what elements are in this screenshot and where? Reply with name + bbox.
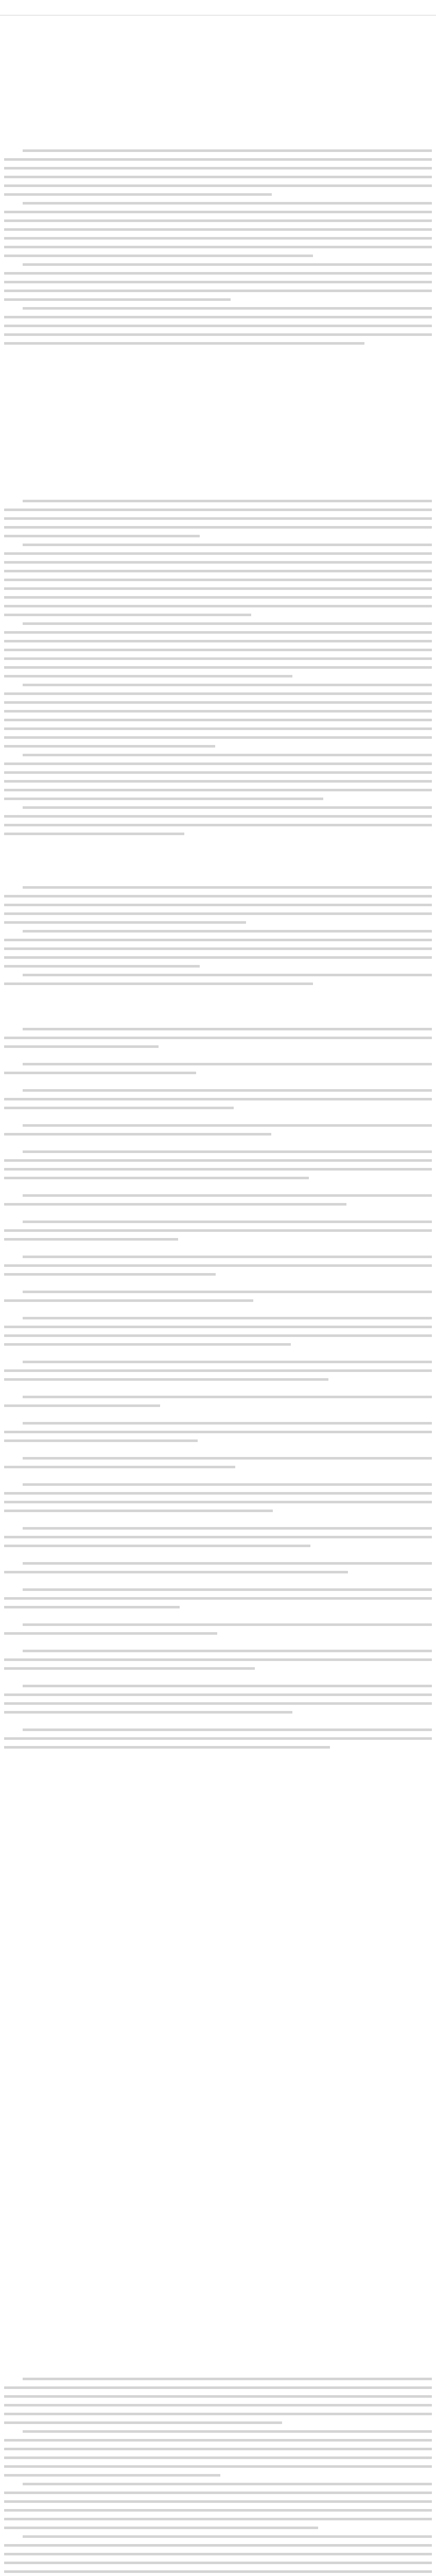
paragraph-gap (4, 1182, 432, 1191)
paragraph-line (4, 944, 432, 953)
paragraph-gap (4, 1349, 432, 1358)
paragraph-line (4, 2506, 432, 2515)
paragraph-gap (4, 1471, 432, 1480)
paragraph-line (4, 654, 432, 663)
paragraph-line (4, 251, 432, 260)
paragraph-line (4, 794, 432, 803)
list-item-line (4, 1366, 432, 1375)
list-item-line (4, 1296, 432, 1305)
list-item-line (4, 1463, 432, 1471)
toc-link[interactable] (4, 54, 432, 64)
section-heading-intro (4, 133, 432, 144)
toc-link[interactable] (4, 33, 432, 43)
list-item (4, 1147, 432, 1156)
list-item (4, 1393, 432, 1401)
paragraph-line (4, 181, 432, 190)
paragraph-gap (4, 1077, 432, 1086)
list-item (4, 1524, 432, 1533)
list-item-line (4, 1594, 432, 1603)
paragraph (4, 260, 432, 269)
paragraph-line (4, 901, 432, 909)
paragraph-gap (4, 1717, 432, 1725)
paragraph (4, 2532, 432, 2541)
paragraph-line (4, 979, 432, 988)
paragraph-gap (4, 1209, 432, 1217)
list-item-line (4, 1401, 432, 1410)
list-item-line (4, 1541, 432, 1550)
paragraph-gap (4, 1577, 432, 1585)
list-item (4, 1025, 432, 1033)
paragraph-gap (4, 1550, 432, 1559)
paragraph-line (4, 742, 432, 751)
toc-heading (4, 23, 432, 33)
paragraph (4, 497, 432, 505)
list-item (4, 1620, 432, 1629)
list-item (4, 1419, 432, 1428)
toc-link[interactable] (4, 43, 432, 54)
paragraph-line (4, 2418, 432, 2427)
list-item (4, 1647, 432, 1655)
paragraph (4, 927, 432, 936)
list-item-line (4, 1533, 432, 1541)
list-item (4, 1585, 432, 1594)
paragraph-line (4, 628, 432, 637)
list-item-line (4, 1104, 432, 1112)
paragraph-gap (4, 1515, 432, 1524)
paragraph-line (4, 269, 432, 278)
section-body-3 (4, 1025, 432, 2346)
list-item (4, 1060, 432, 1069)
paragraph (4, 803, 432, 812)
section-body-1 (4, 497, 432, 862)
paragraph-line (4, 918, 432, 927)
list-item-line (4, 1629, 432, 1638)
paragraph-line (4, 593, 432, 602)
list-item-line (4, 1568, 432, 1577)
section-heading-2 (4, 868, 432, 878)
list-item-line (4, 1130, 432, 1139)
paragraph-line (4, 698, 432, 707)
paragraph-line (4, 936, 432, 944)
paragraph-line (4, 2471, 432, 2480)
list-item-line (4, 1165, 432, 1174)
paragraph-line (4, 716, 432, 724)
paragraph-line (4, 733, 432, 742)
list-item (4, 1217, 432, 1226)
paragraph-line (4, 278, 432, 286)
paragraph (4, 540, 432, 549)
paragraph (4, 619, 432, 628)
paragraph-line (4, 330, 432, 339)
section-body-intro (4, 146, 432, 476)
paragraph-line (4, 689, 432, 698)
paragraph-line (4, 225, 432, 234)
paragraph-line (4, 2541, 432, 2550)
paragraph-line (4, 786, 432, 794)
paragraph (4, 681, 432, 689)
paragraph-line (4, 953, 432, 962)
list-item-line (4, 1235, 432, 1244)
list-item (4, 1454, 432, 1463)
list-item-line (4, 1743, 432, 1752)
paragraph-line (4, 2462, 432, 2471)
list-item (4, 1252, 432, 1261)
paragraph-line (4, 155, 432, 164)
list-item (4, 1682, 432, 1690)
document-body (4, 23, 432, 2576)
list-item (4, 1725, 432, 1734)
paragraph-gap (4, 1410, 432, 1419)
list-item-line (4, 1428, 432, 1436)
paragraph-line (4, 532, 432, 540)
paragraph-line (4, 286, 432, 295)
paragraph-line (4, 295, 432, 304)
paragraph-line (4, 208, 432, 216)
paragraph-line (4, 2410, 432, 2418)
table-of-contents (4, 23, 432, 131)
paragraph-line (4, 777, 432, 786)
list-item-line (4, 1734, 432, 1743)
paragraph-line (4, 164, 432, 173)
paragraph-line (4, 2436, 432, 2445)
section-heading-conclusion (4, 2357, 432, 2367)
paragraph-line (4, 892, 432, 901)
paragraph-line (4, 663, 432, 672)
paragraph-gap (4, 1638, 432, 1647)
section-body-conclusion (4, 2375, 432, 2576)
section-heading-1 (4, 476, 432, 492)
paragraph-line (4, 523, 432, 532)
list-item-line (4, 1375, 432, 1384)
paragraph-line (4, 2453, 432, 2462)
list-item-line (4, 1174, 432, 1182)
paragraph-line (4, 173, 432, 181)
paragraph-line (4, 549, 432, 558)
list-item-line (4, 1156, 432, 1165)
list-item-line (4, 1603, 432, 1612)
paragraph-line (4, 2392, 432, 2401)
paragraph-gap (4, 1445, 432, 1454)
list-item (4, 1358, 432, 1366)
paragraph-line (4, 2515, 432, 2523)
paragraph-line (4, 575, 432, 584)
paragraph-gap (4, 1673, 432, 1682)
paragraph-line (4, 558, 432, 567)
paragraph-line (4, 216, 432, 225)
paragraph-line (4, 602, 432, 611)
list-item-line (4, 1069, 432, 1077)
window-title (0, 0, 436, 15)
list-item-line (4, 1506, 432, 1515)
paragraph-line (4, 514, 432, 523)
paragraph-line (4, 812, 432, 821)
paragraph-gap (4, 1612, 432, 1620)
list-item (4, 1086, 432, 1095)
paragraph-gap (4, 1752, 432, 1760)
paragraph-line (4, 707, 432, 716)
paragraph-gap (4, 1051, 432, 1060)
paragraph-line (4, 2383, 432, 2392)
list-item-line (4, 1708, 432, 1717)
list-item-line (4, 1323, 432, 1331)
paragraph-gap (4, 1139, 432, 1147)
paragraph-gap (4, 1244, 432, 1252)
paragraph-line (4, 2523, 432, 2532)
paragraph-line (4, 2497, 432, 2506)
paragraph-line (4, 821, 432, 829)
list-item (4, 1314, 432, 1323)
list-item-line (4, 1033, 432, 1042)
toc-link[interactable] (4, 64, 432, 74)
paragraph (4, 199, 432, 208)
paragraph-line (4, 768, 432, 777)
paragraph-line (4, 567, 432, 575)
list-item (4, 1121, 432, 1130)
paragraph-line (4, 962, 432, 971)
list-item-line (4, 1690, 432, 1699)
paragraph-line (4, 321, 432, 330)
list-item-line (4, 1095, 432, 1104)
paragraph-line (4, 2550, 432, 2558)
paragraph (4, 2427, 432, 2436)
section-body-2 (4, 883, 432, 1002)
paragraph-line (4, 909, 432, 918)
paragraph-gap (4, 1384, 432, 1393)
toc-link[interactable] (4, 74, 432, 84)
paragraph-line (4, 313, 432, 321)
paragraph-line (4, 646, 432, 654)
paragraph-line (4, 672, 432, 681)
paragraph (4, 304, 432, 313)
paragraph-line (4, 2488, 432, 2497)
list-item (4, 1287, 432, 1296)
list-item (4, 1480, 432, 1489)
paragraph-line (4, 190, 432, 199)
paragraph-line (4, 637, 432, 646)
list-item-line (4, 1340, 432, 1349)
paragraph-gap (4, 1279, 432, 1287)
paragraph-gap (4, 1112, 432, 1121)
paragraph-line (4, 2445, 432, 2453)
list-item-line (4, 1200, 432, 1209)
paragraph-line (4, 724, 432, 733)
list-item-line (4, 1331, 432, 1340)
toc-link[interactable] (4, 84, 432, 95)
list-item-line (4, 1226, 432, 1235)
list-item-line (4, 1270, 432, 1279)
list-item-line (4, 1042, 432, 1051)
paragraph (4, 2375, 432, 2383)
list-item-line (4, 1699, 432, 1708)
paragraph-line (4, 2401, 432, 2410)
paragraph-line (4, 759, 432, 768)
paragraph-line (4, 505, 432, 514)
list-item-line (4, 1498, 432, 1506)
list-item-line (4, 1664, 432, 1673)
list-item (4, 1191, 432, 1200)
paragraph-line (4, 339, 432, 348)
section-heading-3 (4, 1007, 432, 1017)
paragraph (4, 751, 432, 759)
paragraph-gap (4, 1305, 432, 1314)
list-item-line (4, 1489, 432, 1498)
paragraph (4, 971, 432, 979)
paragraph-line (4, 611, 432, 619)
paragraph-line (4, 2567, 432, 2576)
paragraph-line (4, 829, 432, 838)
paragraph-line (4, 2558, 432, 2567)
paragraph-line (4, 243, 432, 251)
list-item-line (4, 1261, 432, 1270)
list-item-line (4, 1436, 432, 1445)
paragraph (4, 146, 432, 155)
paragraph-line (4, 234, 432, 243)
paragraph (4, 883, 432, 892)
paragraph-line (4, 584, 432, 593)
list-item (4, 1559, 432, 1568)
paragraph (4, 2480, 432, 2488)
list-item-line (4, 1655, 432, 1664)
